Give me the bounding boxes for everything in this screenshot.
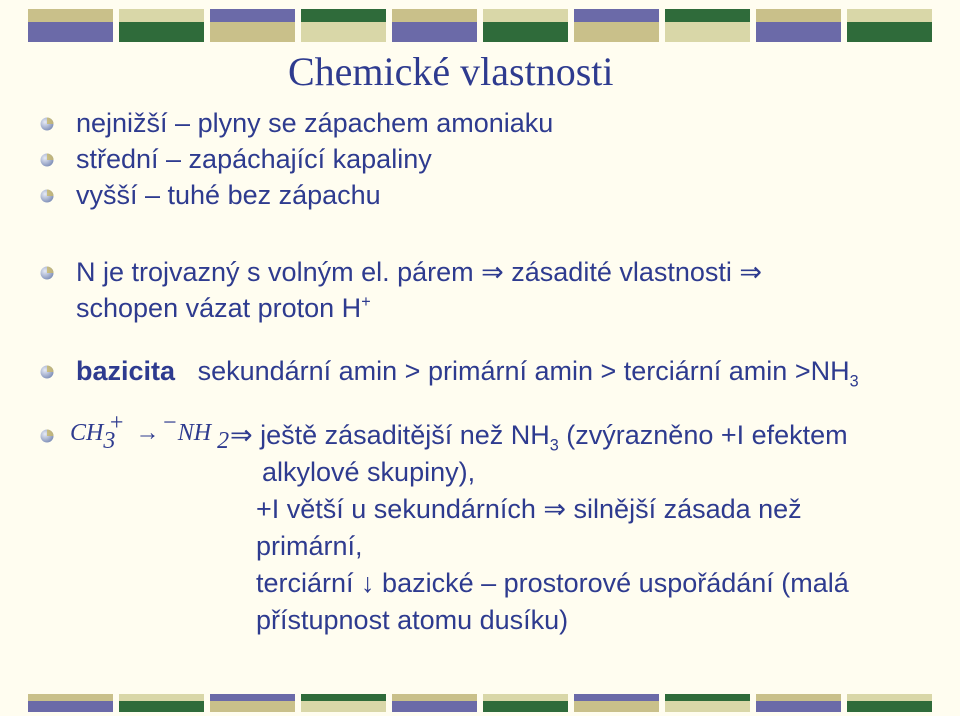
stripe-segment <box>756 694 841 712</box>
slide-title: Chemické vlastnosti <box>288 49 614 94</box>
stripe-segment <box>301 9 386 42</box>
stripe-segment <box>665 694 750 712</box>
text-fragment: zásadité vlastnosti <box>503 257 740 287</box>
stripe-segment <box>301 694 386 712</box>
implies-arrow: ⇒ <box>230 420 253 450</box>
text-fragment: bazické – prostorové uspořádání (malá <box>374 568 849 598</box>
bullet-text-6-line6: přístupnost atomu dusíku) <box>256 605 569 635</box>
stripe-segment <box>392 9 477 42</box>
stripe-segment <box>847 9 932 42</box>
subscript: 3 <box>549 436 559 455</box>
stripe-segment <box>28 9 113 42</box>
bullet-text-3: vyšší – tuhé bez zápachu <box>76 180 381 210</box>
formula-sub3: 3 <box>103 428 116 454</box>
stripe-segment <box>392 694 477 712</box>
text-fragment: ještě zásaditější než NH <box>252 420 550 450</box>
text-fragment: silnější zásada než <box>566 494 802 524</box>
down-arrow: ↓ <box>361 568 375 598</box>
formula-plus: + <box>108 410 125 436</box>
text-fragment: (zvýrazněno +I efektem <box>558 420 848 450</box>
bullet-icon <box>40 266 54 280</box>
stripe-segment <box>483 694 568 712</box>
stripe-segment <box>756 9 841 42</box>
stripe-segment <box>483 9 568 42</box>
bullet-text-4 <box>76 257 762 288</box>
implies-arrow: ⇒ <box>739 257 763 287</box>
chemical-formula <box>70 410 230 454</box>
bullet-icon <box>40 429 54 443</box>
bullet-text-6-line4: primární, <box>256 531 363 561</box>
stripe-segment <box>574 694 659 712</box>
superscript: + <box>361 293 371 311</box>
formula-sub2: 2 <box>217 428 230 454</box>
bullet-text-1: nejnižší – plyny se zápachem amoniaku <box>76 108 554 138</box>
text-fragment: terciární <box>256 568 362 598</box>
top-decorative-stripe <box>28 9 932 42</box>
bullet-text-2: střední – zapáchající kapaliny <box>76 144 432 174</box>
bullet-text-6-line5 <box>256 568 849 599</box>
stripe-segment <box>28 694 113 712</box>
formula-arrow: → <box>135 420 160 446</box>
bottom-decorative-stripe <box>28 694 932 712</box>
bullet-icon <box>40 189 54 203</box>
formula-nh: NH <box>177 420 212 446</box>
bazicita-label: bazicita <box>76 356 176 386</box>
bullet-text-6-line3 <box>256 494 802 525</box>
formula-ch: CH <box>70 420 104 446</box>
stripe-segment <box>847 694 932 712</box>
bullet-text-6-line2: alkylové skupiny), <box>262 457 476 487</box>
stripe-segment <box>119 694 204 712</box>
bullet-text-4-line2 <box>76 293 371 324</box>
stripe-segment <box>210 694 295 712</box>
text-fragment: schopen vázat proton H <box>76 293 362 323</box>
subscript: 3 <box>849 372 859 391</box>
bullet-icon <box>40 117 54 131</box>
text-fragment: +I větší u sekundárních <box>256 494 544 524</box>
stripe-segment <box>119 9 204 42</box>
text-fragment: sekundární amin > primární amin > terciární amin >NH <box>197 356 850 386</box>
bullet-icon <box>40 365 54 379</box>
implies-arrow: ⇒ <box>481 257 504 287</box>
implies-arrow: ⇒ <box>543 494 567 524</box>
bullet-text-6 <box>230 420 848 455</box>
stripe-segment <box>210 9 295 42</box>
bullet-icon <box>40 153 54 167</box>
stripe-segment <box>665 9 750 42</box>
bullet-text-5 <box>76 356 859 391</box>
stripe-segment <box>574 9 659 42</box>
text-fragment: N je trojvazný s volným el. párem <box>76 257 482 287</box>
formula-minus: − <box>161 410 178 436</box>
